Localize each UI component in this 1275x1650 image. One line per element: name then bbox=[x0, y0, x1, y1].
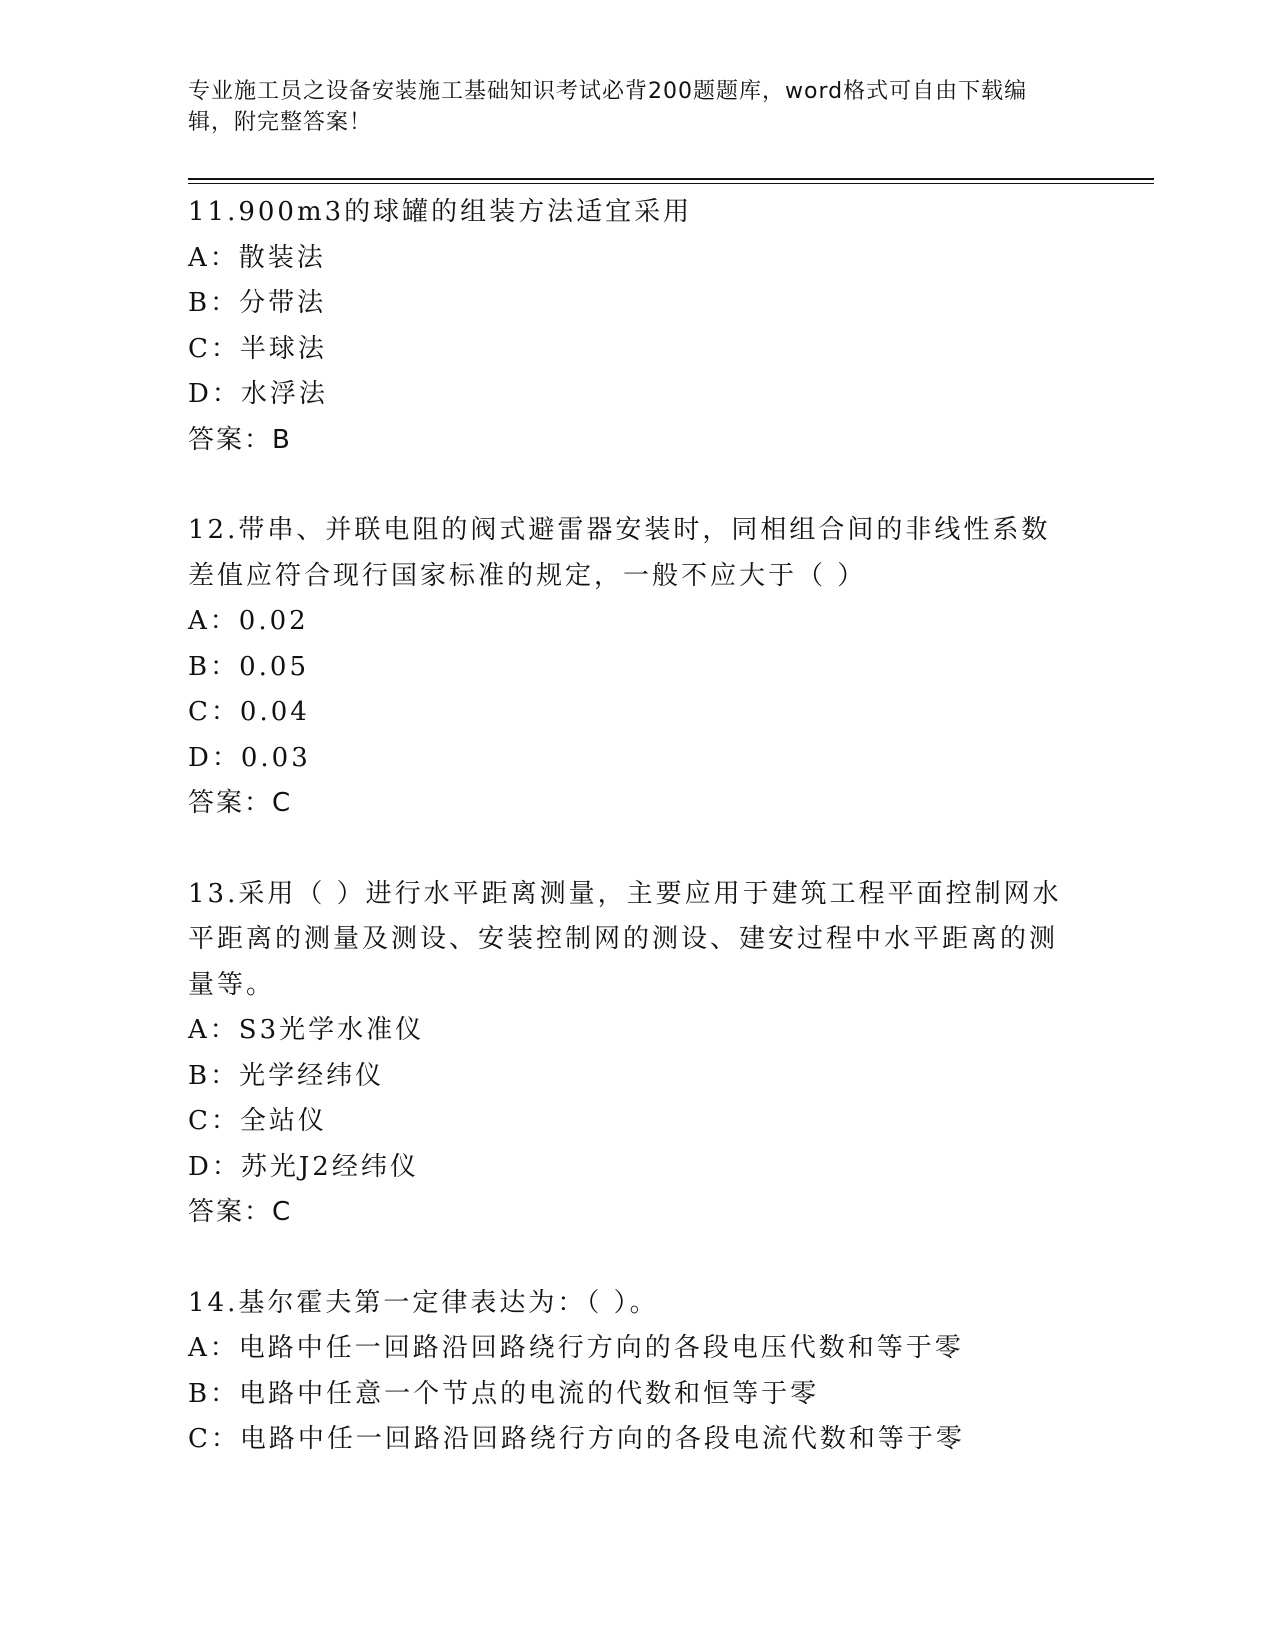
option-a bbox=[188, 236, 1088, 282]
option-letter: D： bbox=[188, 742, 241, 773]
option-letter: B： bbox=[188, 1060, 240, 1091]
option-text: 电路中任一回路沿回路绕行方向的各段电流代数和等于零 bbox=[239, 1424, 965, 1454]
option-b bbox=[188, 1054, 1088, 1100]
option-c bbox=[188, 327, 1088, 373]
option-c bbox=[188, 1417, 1088, 1463]
option-b bbox=[188, 1372, 1088, 1418]
option-a bbox=[188, 599, 1088, 645]
option-letter: B： bbox=[188, 288, 240, 318]
answer-line: 答案：C bbox=[188, 1197, 293, 1227]
option-letter: A： bbox=[188, 1015, 239, 1045]
option-text: 全站仪 bbox=[239, 1106, 327, 1136]
option-text: 光学经纬仪 bbox=[239, 1060, 385, 1091]
option-letter: D： bbox=[188, 1151, 241, 1182]
option-b bbox=[188, 645, 1088, 691]
option-letter: C： bbox=[188, 697, 240, 727]
question-stem: 12.带串、并联电阻的阀式避雷器安装时，同相组合间的非线性系数差值应符合现行国家标准的规定，一般不应大于（ ） bbox=[188, 515, 1051, 591]
question-12 bbox=[188, 508, 1088, 827]
option-text: 电路中任一回路沿回路绕行方向的各段电压代数和等于零 bbox=[238, 1333, 964, 1363]
header-divider-thick bbox=[188, 178, 1154, 180]
option-c bbox=[188, 690, 1088, 736]
option-text: S3光学水准仪 bbox=[238, 1015, 425, 1045]
question-stem: 14.基尔霍夫第一定律表达为：（ ）。 bbox=[188, 1287, 659, 1318]
option-d bbox=[188, 1145, 1088, 1191]
document-header: 专业施工员之设备安装施工基础知识考试必背200题题库，word格式可自由下载编辑，附完整答案！ bbox=[188, 79, 1028, 135]
question-11 bbox=[188, 190, 1088, 463]
option-letter: A： bbox=[188, 242, 239, 273]
question-stem: 11.900m3的球罐的组装方法适宜采用 bbox=[188, 197, 693, 227]
option-letter: C： bbox=[188, 1424, 240, 1454]
option-letter: B： bbox=[188, 651, 240, 682]
option-text: 0.04 bbox=[239, 697, 310, 727]
option-text: 0.03 bbox=[240, 742, 311, 773]
option-c bbox=[188, 1099, 1088, 1145]
question-stem: 13.采用（ ）进行水平距离测量，主要应用于建筑工程平面控制网水平距离的测量及测设、安装控制网的测设、建安过程中水平距离的测量等。 bbox=[188, 878, 1062, 1000]
answer-line: 答案：C bbox=[188, 788, 293, 818]
option-text: 水浮法 bbox=[240, 379, 328, 409]
option-text: 电路中任意一个节点的电流的代数和恒等于零 bbox=[239, 1378, 820, 1409]
option-b bbox=[188, 281, 1088, 327]
option-letter: B： bbox=[188, 1378, 240, 1409]
option-text: 散装法 bbox=[238, 242, 326, 273]
option-letter: C： bbox=[188, 333, 240, 364]
option-letter: D： bbox=[188, 379, 241, 409]
option-text: 0.05 bbox=[239, 651, 309, 682]
option-text: 0.02 bbox=[238, 606, 309, 636]
header-divider-thin bbox=[188, 183, 1154, 184]
option-letter: C： bbox=[188, 1106, 240, 1136]
option-text: 分带法 bbox=[239, 288, 327, 318]
option-text: 半球法 bbox=[239, 333, 327, 364]
option-a bbox=[188, 1008, 1088, 1054]
option-d bbox=[188, 736, 1088, 782]
option-text: 苏光J2经纬仪 bbox=[240, 1151, 419, 1182]
question-13 bbox=[188, 872, 1088, 1236]
option-letter: A： bbox=[188, 606, 239, 636]
option-a bbox=[188, 1326, 1088, 1372]
question-list bbox=[188, 190, 1088, 1463]
question-14 bbox=[188, 1281, 1088, 1463]
answer-line: 答案：B bbox=[188, 424, 292, 455]
option-letter: A： bbox=[188, 1333, 239, 1363]
option-d bbox=[188, 372, 1088, 418]
